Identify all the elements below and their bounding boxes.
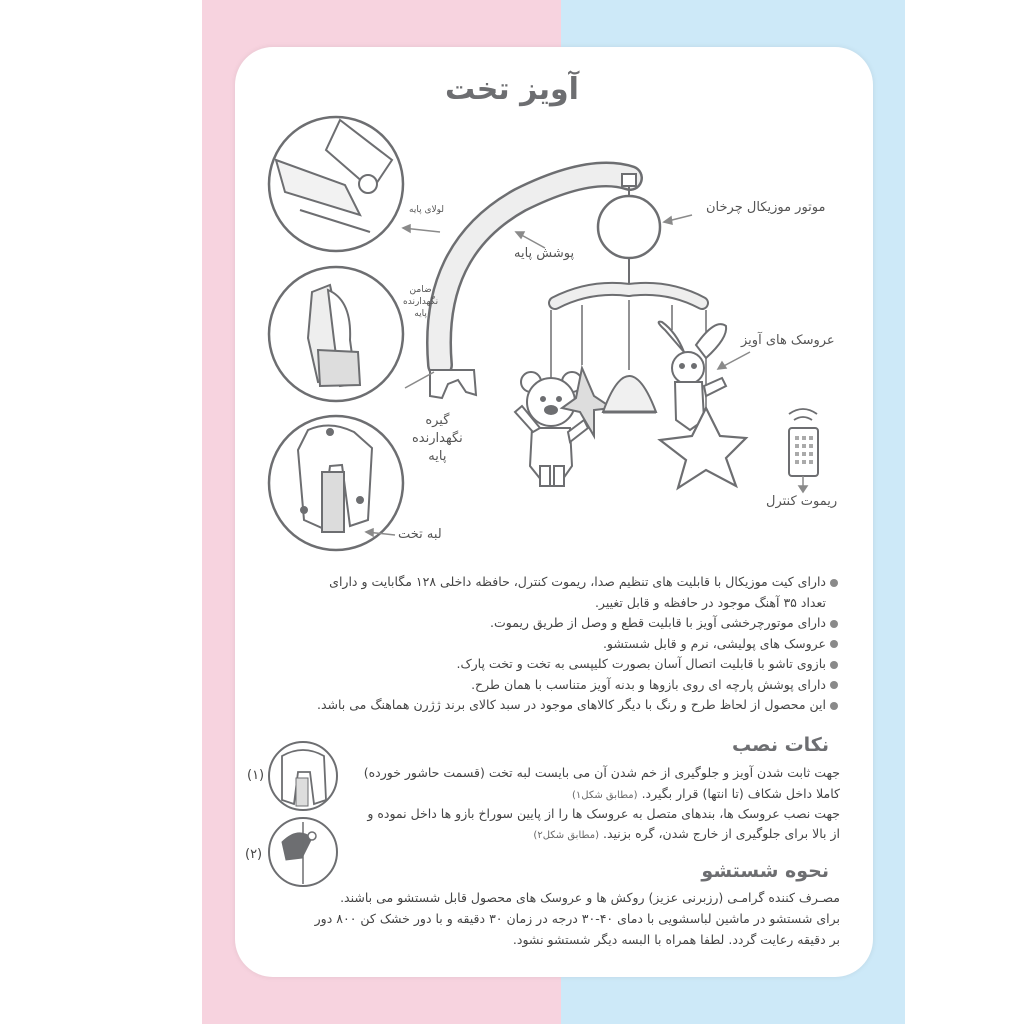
- install-line-2: کاملا داخل شکاف (تا انتها) قرار بگیرد. (مطابق شکل۱): [572, 786, 840, 801]
- motor-label: موتور موزیکال چرخان: [706, 200, 826, 215]
- washing-heading: نحوه شستشو: [701, 860, 829, 882]
- install-line-3: جهت نصب عروسک ها، بندهای متصل به عروسک ها را از پایین سوراخ بازو ها داخل نموده و: [367, 806, 840, 821]
- washing-line-1: مصـرف کننده گرامـی (رزبرنی عزیز) روکش ها و عروسک های محصول قابل شستشو می باشند.: [340, 890, 840, 905]
- washing-line-2: برای شستشو در ماشین لباسشویی با دمای ۴۰-۳۰ درجه در زمان ۳۰ دقیقه و با دور خشک کن ۸۰۰ دور: [314, 911, 840, 926]
- washing-line-3: بر دقیقه رعایت گردد. لطفا همراه با البسه دیگر شستشو نشود.: [512, 932, 840, 947]
- install-heading: نکات نصب: [732, 734, 829, 756]
- feature-item: این محصول از لحاظ طرح و رنگ با دیگر کالاهای موجود در سبد کالای برند ژژرن هماهنگ می باشد.: [300, 695, 840, 716]
- cover-label: پوشش پایه: [514, 246, 575, 261]
- feature-item: دارای پوشش پارچه ای روی بازوها و بدنه آویز متناسب با همان طرح.: [300, 675, 840, 696]
- page-title: آویز تخت: [445, 72, 579, 107]
- clamp-label: گیره نگهدارنده پایه: [412, 413, 463, 464]
- figure-1-number: (۱): [247, 768, 265, 783]
- feature-item: دارای کیت موزیکال با قابلیت های تنظیم صدا، ریموت کنترل، حافظه داخلی ۱۲۸ مگابایت و دارای: [300, 572, 840, 593]
- feature-item: دارای موتورچرخشی آویز با قابلیت قطع و وصل از طریق ریموت.: [300, 613, 840, 634]
- figure-2-number: (۲): [245, 847, 263, 862]
- install-line-1: جهت ثابت شدن آویز و جلوگیری از خم شدن آن می بایست لبه تخت (قسمت حاشور خورده): [363, 765, 840, 780]
- dolls-label: عروسک های آویز: [741, 333, 835, 348]
- remote-label: ریموت کنترل: [766, 494, 838, 509]
- feature-item-continued: تعداد ۳۵ آهنگ موجود در حافظه و قابل تغییر.: [594, 594, 826, 610]
- guarantor-label: ضامن نگهدارنده پایه: [403, 285, 439, 319]
- install-line-4: از بالا برای جلوگیری از خارج شدن، گره بزنید. (مطابق شکل۲): [533, 826, 840, 841]
- feature-item: بازوی تاشو با قابلیت اتصال آسان بصورت کلیپسی به تخت و تخت پارک.: [300, 654, 840, 675]
- crib-edge-label: لبه تخت: [398, 527, 442, 542]
- feature-item: عروسک های پولیشی، نرم و قابل شستشو.: [300, 634, 840, 655]
- hinge-label: لولای پایه: [409, 205, 445, 215]
